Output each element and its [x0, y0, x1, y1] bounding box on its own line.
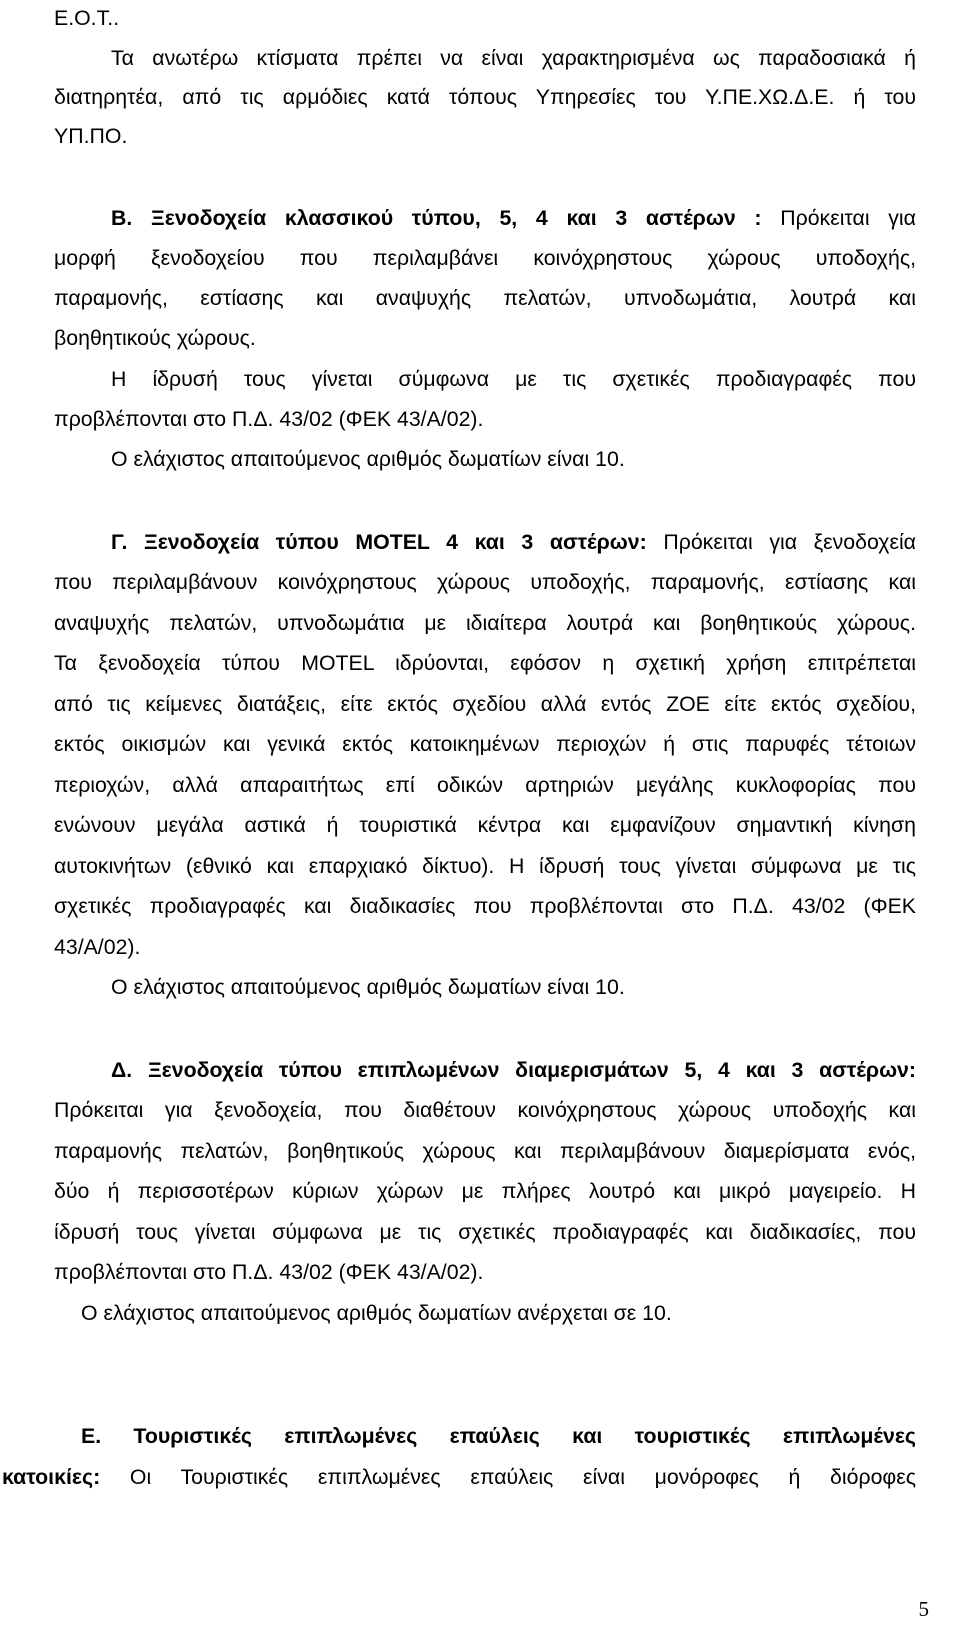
text-line: ΥΠ.ΠΟ. [54, 124, 128, 148]
text-line: παραμονής, εστίασης και αναψυχής πελατών, υπνοδωμάτια, λουτρά και [54, 286, 916, 310]
page-number: 5 [918, 1597, 929, 1621]
text-line: διατηρητέα, από τις αρμόδιες κατά τόπους Υπηρεσίες του Υ.ΠΕ.ΧΩ.Δ.Ε. ή του [54, 85, 916, 109]
section-d-heading-line: Δ. Ξενοδοχεία τύπου επιπλωμένων διαμερισμάτων 5, 4 και 3 αστέρων: [111, 1058, 916, 1082]
text-line: παραμονής πελατών, βοηθητικούς χώρους και περιλαμβάνουν διαμερίσματα ενός, [54, 1139, 916, 1163]
text-line: Πρόκειται για ξενοδοχεία, που διαθέτουν κοινόχρηστους χώρους υποδοχής και [54, 1098, 916, 1122]
text-line: από τις κείμενες διατάξεις, είτε εκτός σχεδίου αλλά εντός ΖΟΕ είτε εκτός σχεδίου, [54, 692, 916, 716]
text-line: Ο ελάχιστος απαιτούμενος αριθμός δωματίων είναι 10. [111, 447, 625, 471]
text-line: Ο ελάχιστος απαιτούμενος αριθμός δωματίων είναι 10. [111, 975, 625, 999]
section-e-text-line: κατοικίες: Οι Τουριστικές επιπλωμένες επαύλεις είναι μονόροφες ή διόροφες [2, 1465, 916, 1489]
text-line: που περιλαμβάνουν κοινόχρηστους χώρους υποδοχής, παραμονής, εστίασης και [54, 570, 916, 594]
text-line: 43/Α/02). [54, 935, 141, 959]
text-line: βοηθητικούς χώρους. [54, 326, 256, 350]
text-line: ενώνουν μεγάλα αστικά ή τουριστικά κέντρα και εμφανίζουν σημαντική κίνηση [54, 813, 916, 837]
section-e-heading-line: Ε. Τουριστικές επιπλωμένες επαύλεις και τουριστικές επιπλωμένες [81, 1424, 916, 1448]
text-line: εκτός οικισμών και γενικά εκτός κατοικημένων περιοχών ή στις παρυφές τέτοιων [54, 732, 916, 756]
text-line: ίδρυσή τους γίνεται σύμφωνα με τις σχετικές προδιαγραφές και διαδικασίες, που [54, 1220, 916, 1244]
text-line: αναψυχής πελατών, υπνοδωμάτια με ιδιαίτερα λουτρά και βοηθητικούς χώρους. [54, 611, 916, 635]
text-line: αυτοκινήτων (εθνικό και επαρχιακό δίκτυο). Η ίδρυσή τους γίνεται σύμφωνα με τις [54, 854, 916, 878]
text-line: Ε.Ο.Τ.. [54, 6, 120, 30]
text-line: Η ίδρυσή τους γίνεται σύμφωνα με τις σχετικές προδιαγραφές που [111, 367, 916, 391]
text-line: περιοχών, αλλά απαραιτήτως επί οδικών αρτηριών μεγάλης κυκλοφορίας που [54, 773, 916, 797]
text-line: δύο ή περισσοτέρων κύριων χώρων με πλήρες λουτρό και μικρό μαγειρείο. Η [54, 1179, 916, 1203]
text-line: προβλέπονται στο Π.Δ. 43/02 (ΦΕΚ 43/Α/02). [54, 1260, 484, 1284]
text-line: σχετικές προδιαγραφές και διαδικασίες που προβλέπονται στο Π.Δ. 43/02 (ΦΕΚ [54, 894, 916, 918]
section-b-heading-line: Β. Ξενοδοχεία κλασσικού τύπου, 5, 4 και 3 αστέρων : Πρόκειται για [111, 206, 916, 230]
text-line: προβλέπονται στο Π.Δ. 43/02 (ΦΕΚ 43/Α/02). [54, 407, 484, 431]
text-line: Τα ανωτέρω κτίσματα πρέπει να είναι χαρακτηρισμένα ως παραδοσιακά ή [111, 46, 916, 70]
text-line: Τα ξενοδοχεία τύπου MOTEL ιδρύονται, εφόσον η σχετική χρήση επιτρέπεται [54, 651, 916, 675]
section-c-heading-line: Γ. Ξενοδοχεία τύπου MOTEL 4 και 3 αστέρων: Πρόκειται για ξενοδοχεία [111, 530, 916, 554]
text-line: μορφή ξενοδοχείου που περιλαμβάνει κοινόχρηστους χώρους υποδοχής, [54, 246, 916, 270]
text-line: Ο ελάχιστος απαιτούμενος αριθμός δωματίων ανέρχεται σε 10. [81, 1301, 672, 1325]
